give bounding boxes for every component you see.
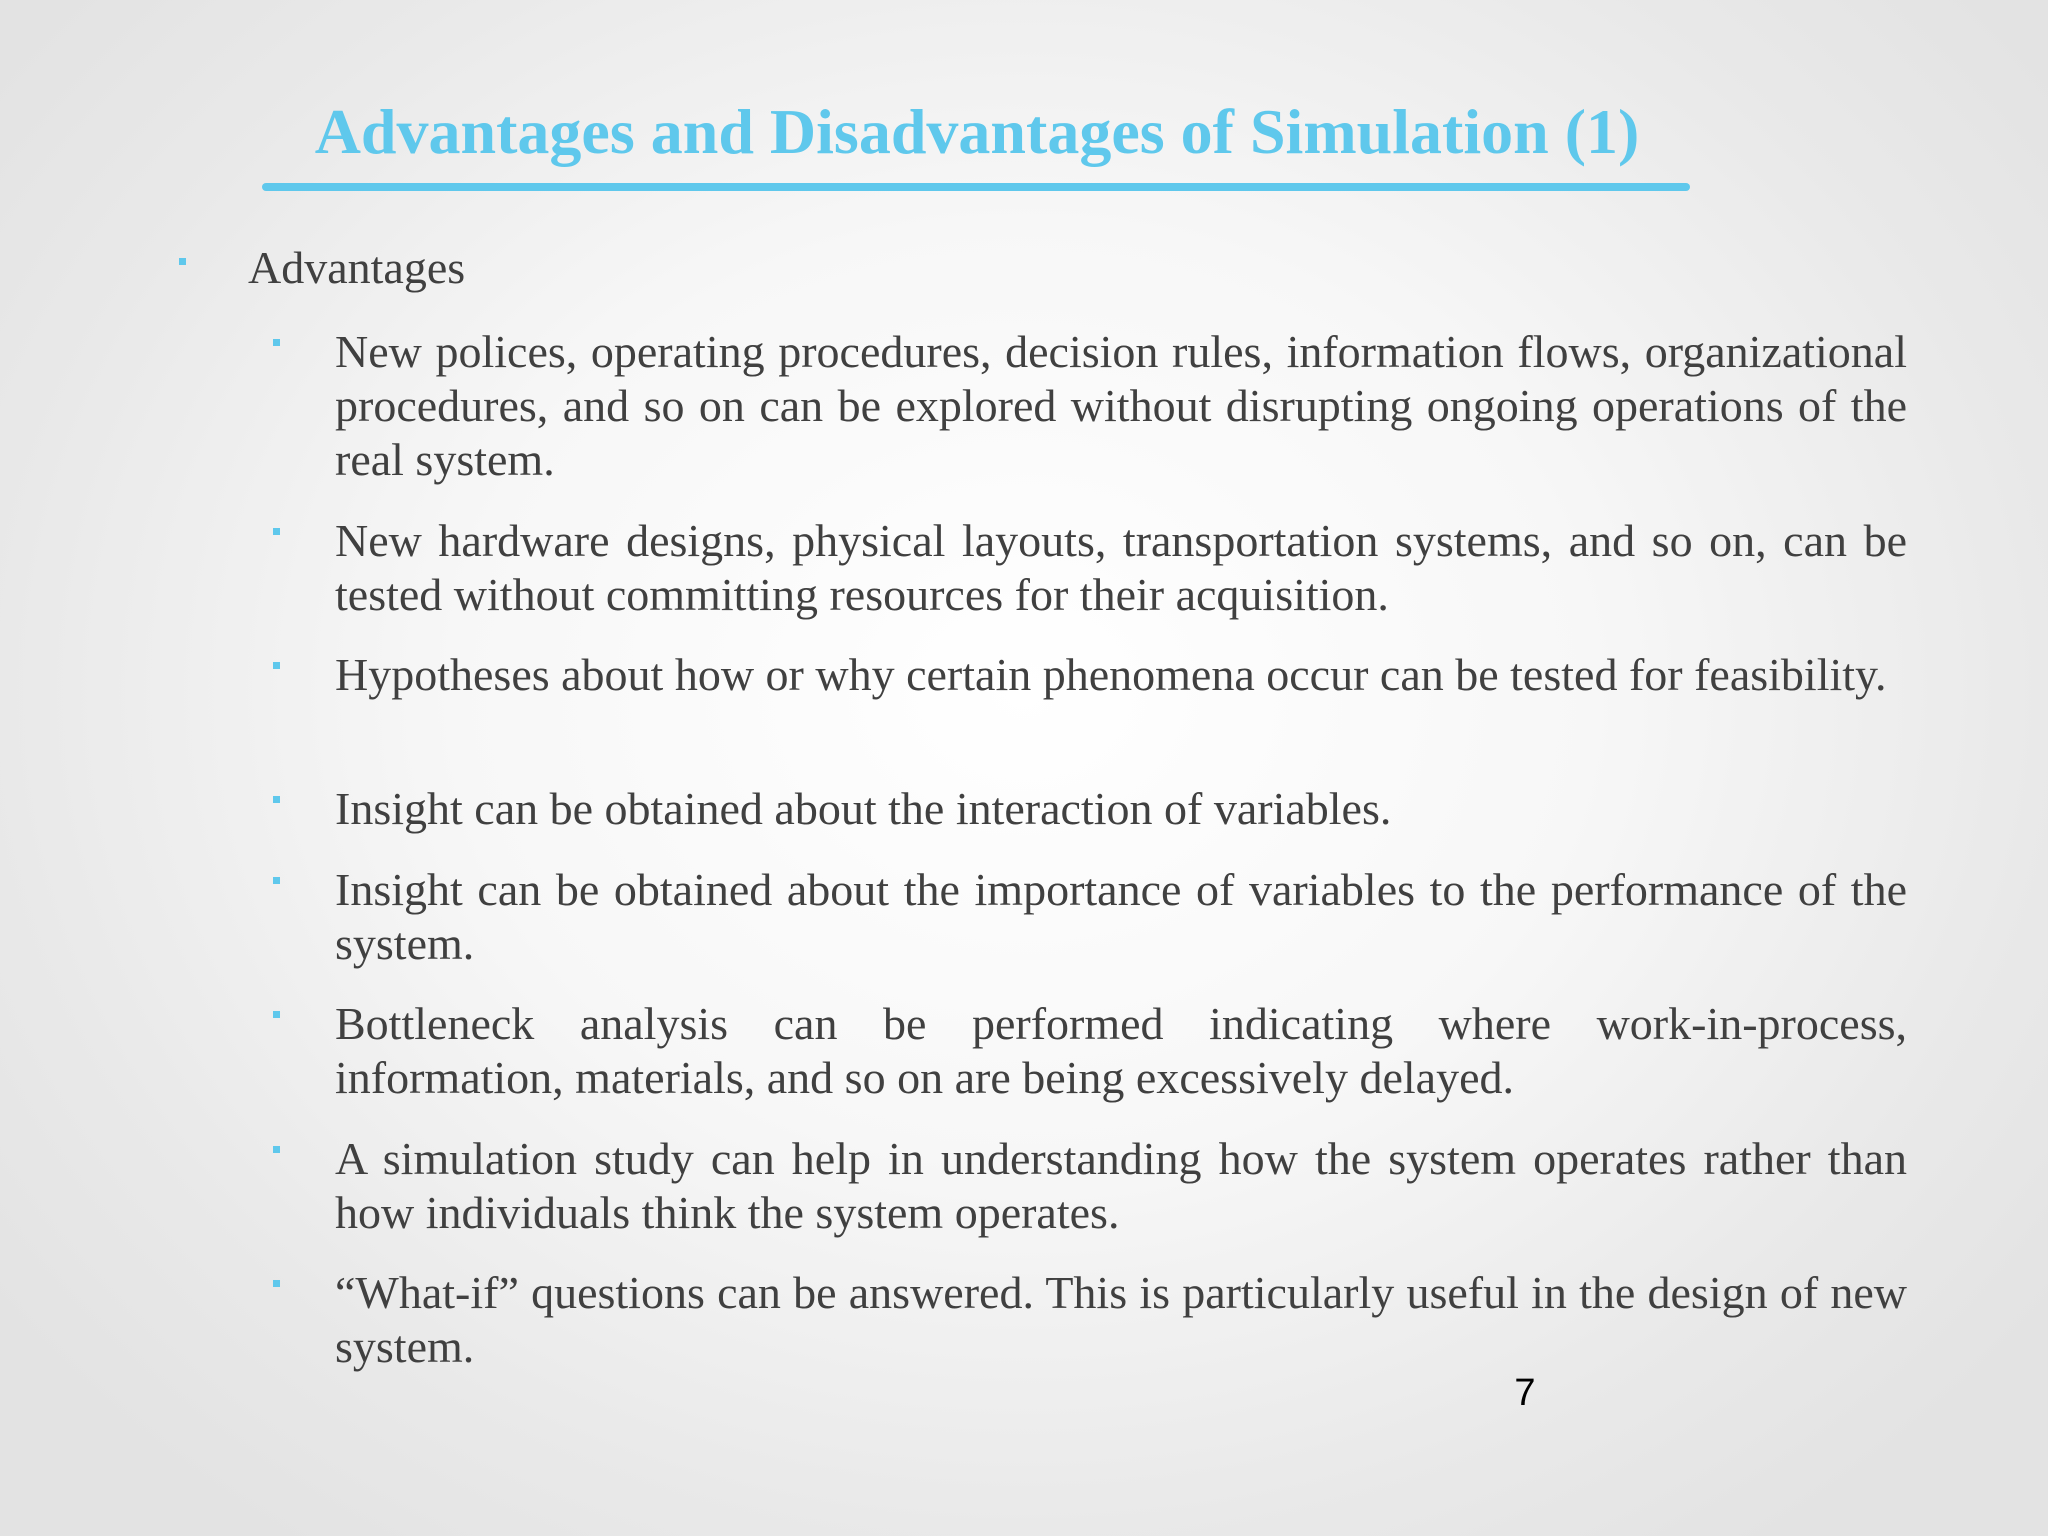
bullet-square-icon: [273, 339, 280, 346]
bullet-square-icon: [273, 796, 280, 803]
advantage-item-2: New hardware designs, physical layouts, transportation systems, and so on, can be tested without committing resources for their acquisition.: [335, 515, 1907, 620]
bullet-square-icon: [273, 528, 280, 535]
bullet-square-icon: [273, 1011, 280, 1018]
advantage-item-4: Insight can be obtained about the interaction of variables.: [335, 783, 1392, 834]
page-number: 7: [1514, 1372, 1536, 1414]
advantage-item-8: “What-if” questions can be answered. This is particularly useful in the design of new system.: [335, 1267, 1907, 1372]
advantage-item-3: Hypotheses about how or why certain phenomena occur can be tested for feasibility.: [335, 649, 1887, 700]
section-heading-advantages: Advantages: [248, 242, 466, 293]
advantage-item-6: Bottleneck analysis can be performed indicating where work-in-process, information, materials, and so on are being excessively delayed.: [335, 998, 1907, 1103]
advantage-item-5: Insight can be obtained about the importance of variables to the performance of the system.: [335, 864, 1907, 969]
advantage-item-7: A simulation study can help in understanding how the system operates rather than how individuals think the system operates.: [335, 1133, 1907, 1238]
bullet-square-icon: [273, 662, 280, 669]
bullet-square-icon: [273, 1146, 280, 1153]
advantage-item-1: New polices, operating procedures, decision rules, information flows, organizational procedures, and so on can be explored without disrupting ongoing operations of the real system.: [335, 326, 1907, 485]
bullet-square-icon: [273, 1280, 280, 1287]
bullet-square-icon: [273, 877, 280, 884]
slide-title: Advantages and Disadvantages of Simulation (1): [314, 96, 1640, 167]
